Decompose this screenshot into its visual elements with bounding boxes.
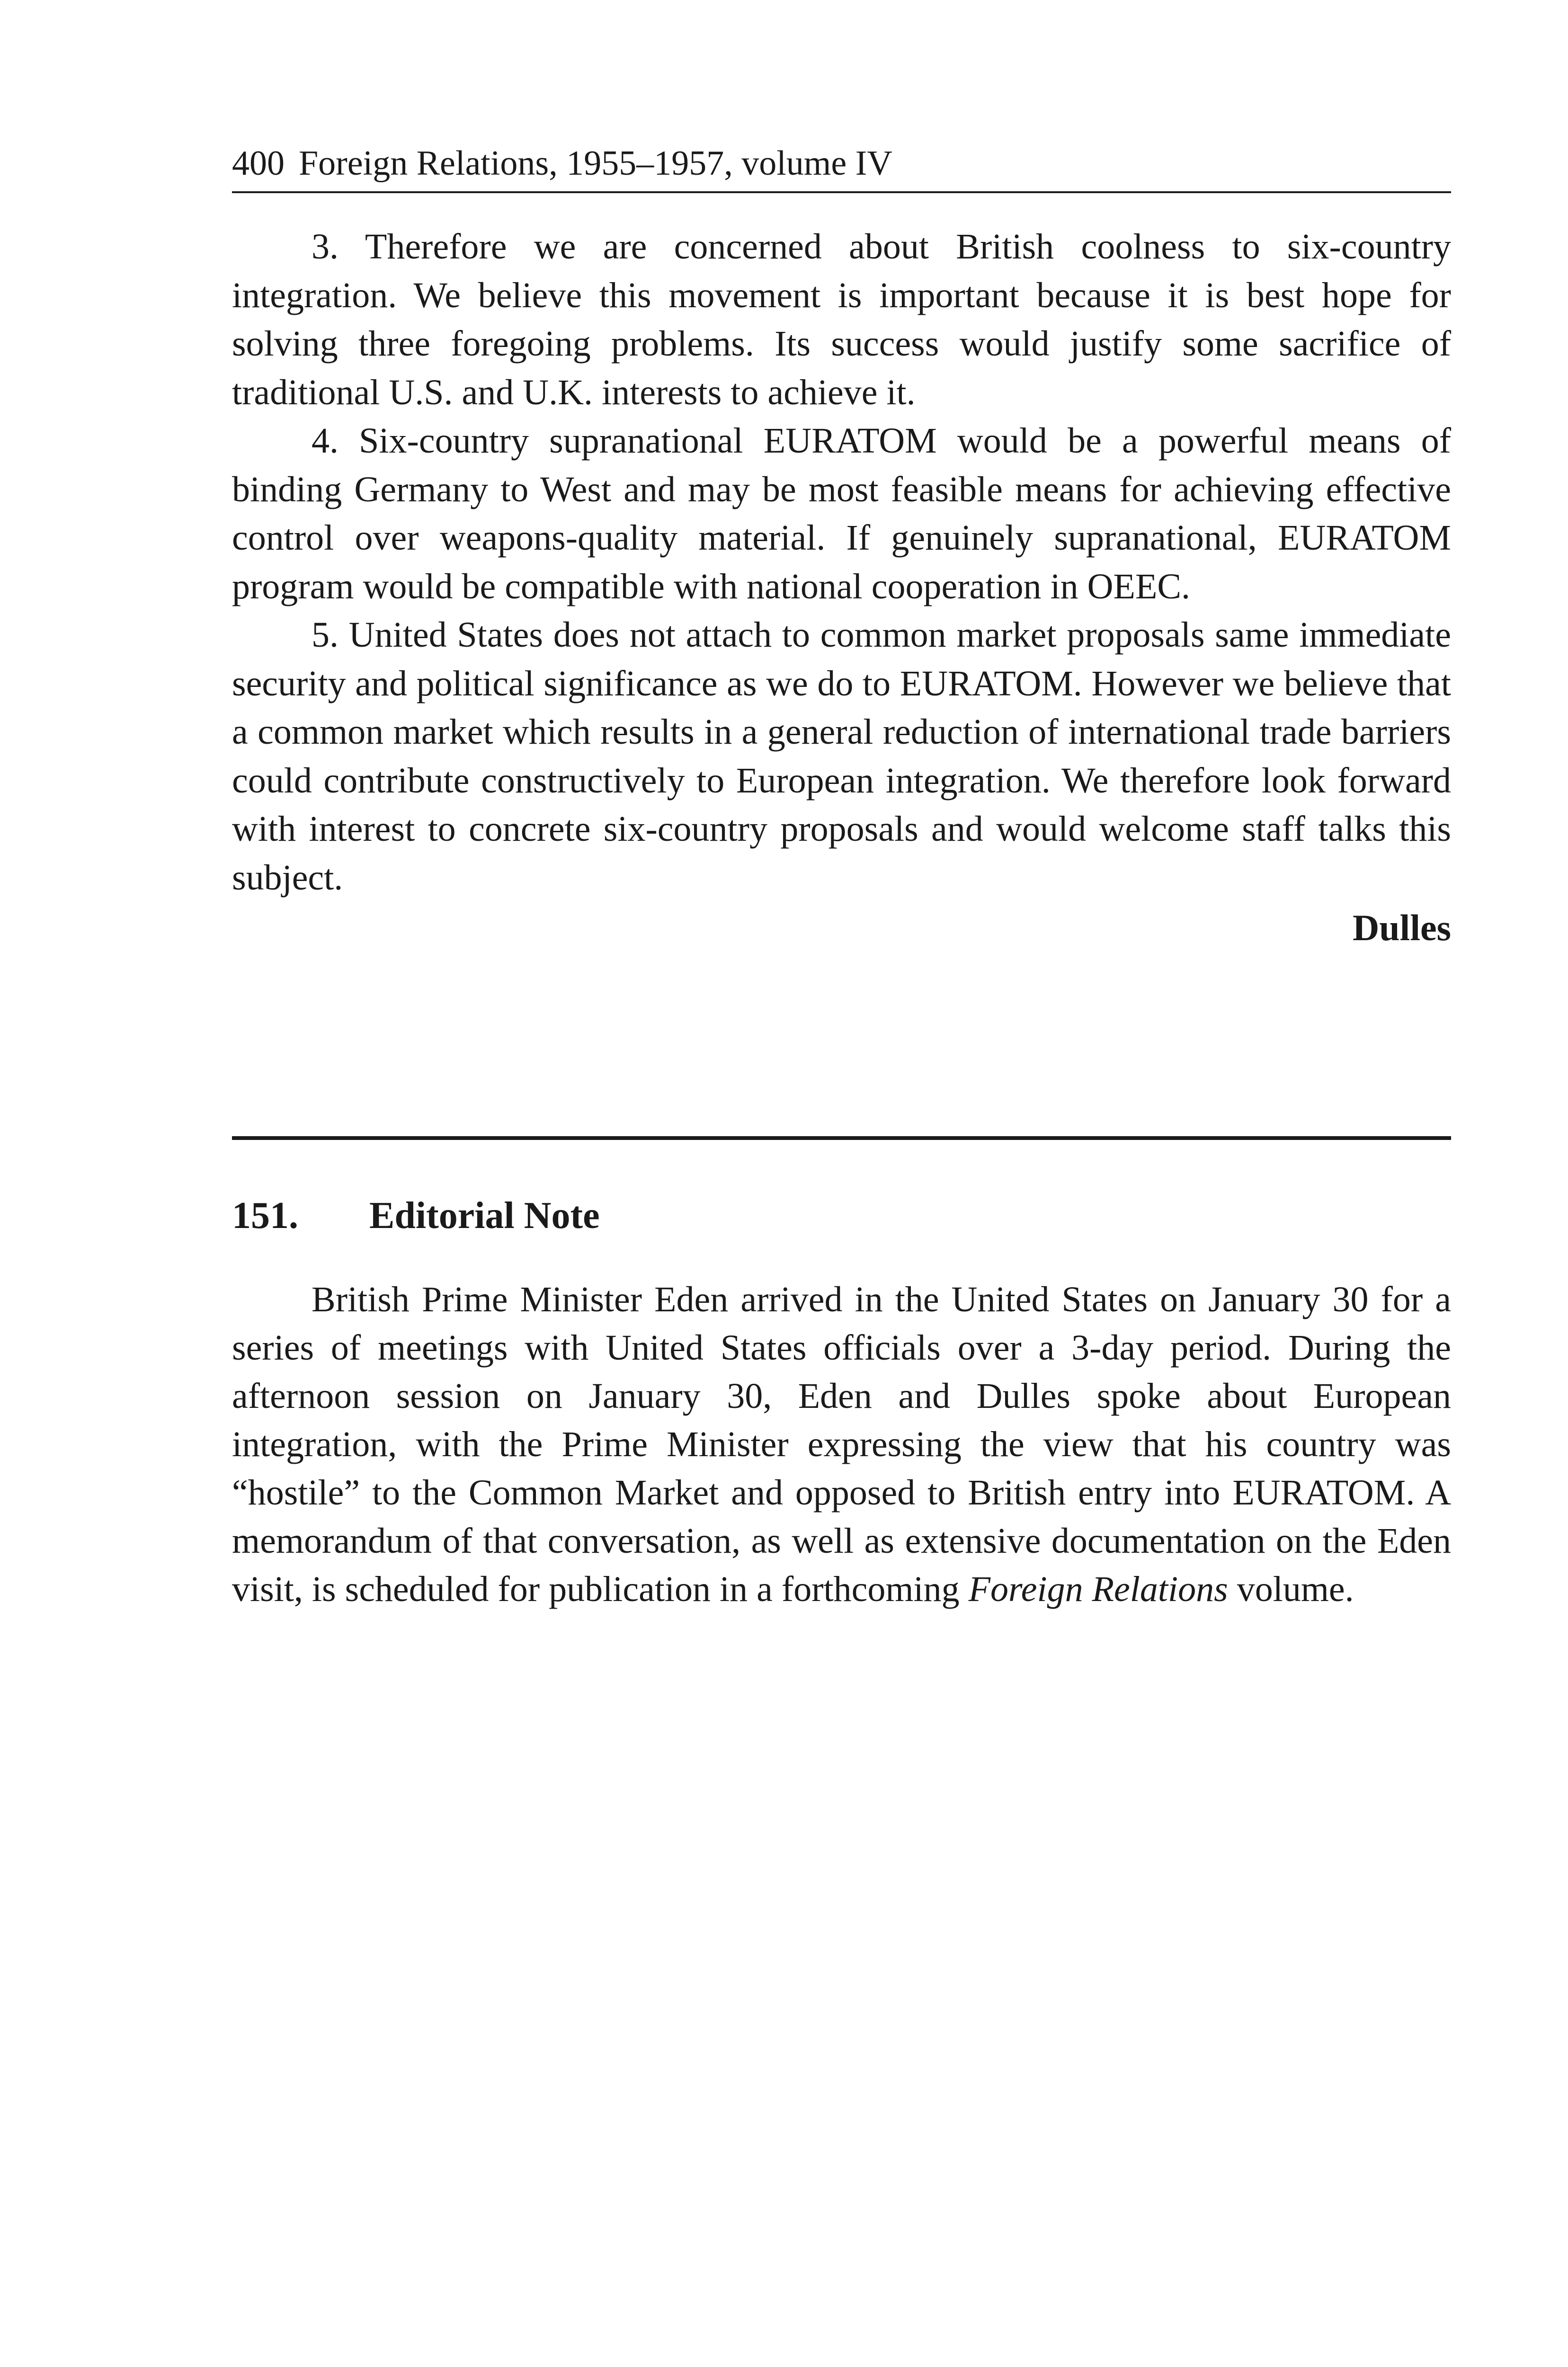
editorial-note-body xyxy=(232,1275,1451,1613)
section-heading xyxy=(232,1189,1451,1242)
book-page xyxy=(232,137,1451,1613)
note-text-main: British Prime Minister Eden arrived in the United States on January 30 for a series of meetings with United States officials over a 3-day period. During the afternoon session on January 30, Eden and Dulles spoke about European integration, with the Prime Minister expressing the view that his country was “hostile” to the Common Market and opposed to British entry into EURATOM. A memorandum of that conversation, as well as extensive documentation on the Eden visit, is scheduled for publication in a forthcoming xyxy=(232,1280,1451,1609)
paragraph-3: 3. Therefore we are concerned about British coolness to six-country integration. We believe this movement is important because it is best hope for solving three foregoing problems. Its success would justify some sacrifice of traditional U.S. and U.K. interests to achieve it. xyxy=(232,227,1451,412)
section-divider xyxy=(232,1136,1451,1140)
paragraph-5: 5. United States does not attach to common market proposals same immediate security and political significance as we do to EURATOM. However we believe that a common market which results in a general reduction of international trade barriers could contribute constructively to European integration. We therefore look forward with interest to concrete six-country proposals and would welcome staff talks this subject. xyxy=(232,615,1451,898)
note-text-end: volume. xyxy=(1228,1569,1354,1609)
document-body xyxy=(232,222,1451,902)
note-italic-title: Foreign Relations xyxy=(968,1569,1228,1609)
signature: Dulles xyxy=(1352,907,1451,948)
running-head-title: Foreign Relations, 1955–1957, volume IV xyxy=(299,144,892,183)
section-title: Editorial Note xyxy=(369,1195,600,1237)
paragraph-4: 4. Six-country supranational EURATOM would be a powerful means of binding Germany to West and may be most feasible means for achieving effective control over weapons-quality material. If genuinely supranational, EURATOM program would be compatible with national cooperation in OEEC. xyxy=(232,421,1451,606)
editorial-note-paragraph xyxy=(232,1275,1451,1613)
section-number: 151. xyxy=(232,1195,298,1237)
running-head xyxy=(232,137,1451,193)
page-number: 400 xyxy=(232,144,285,183)
